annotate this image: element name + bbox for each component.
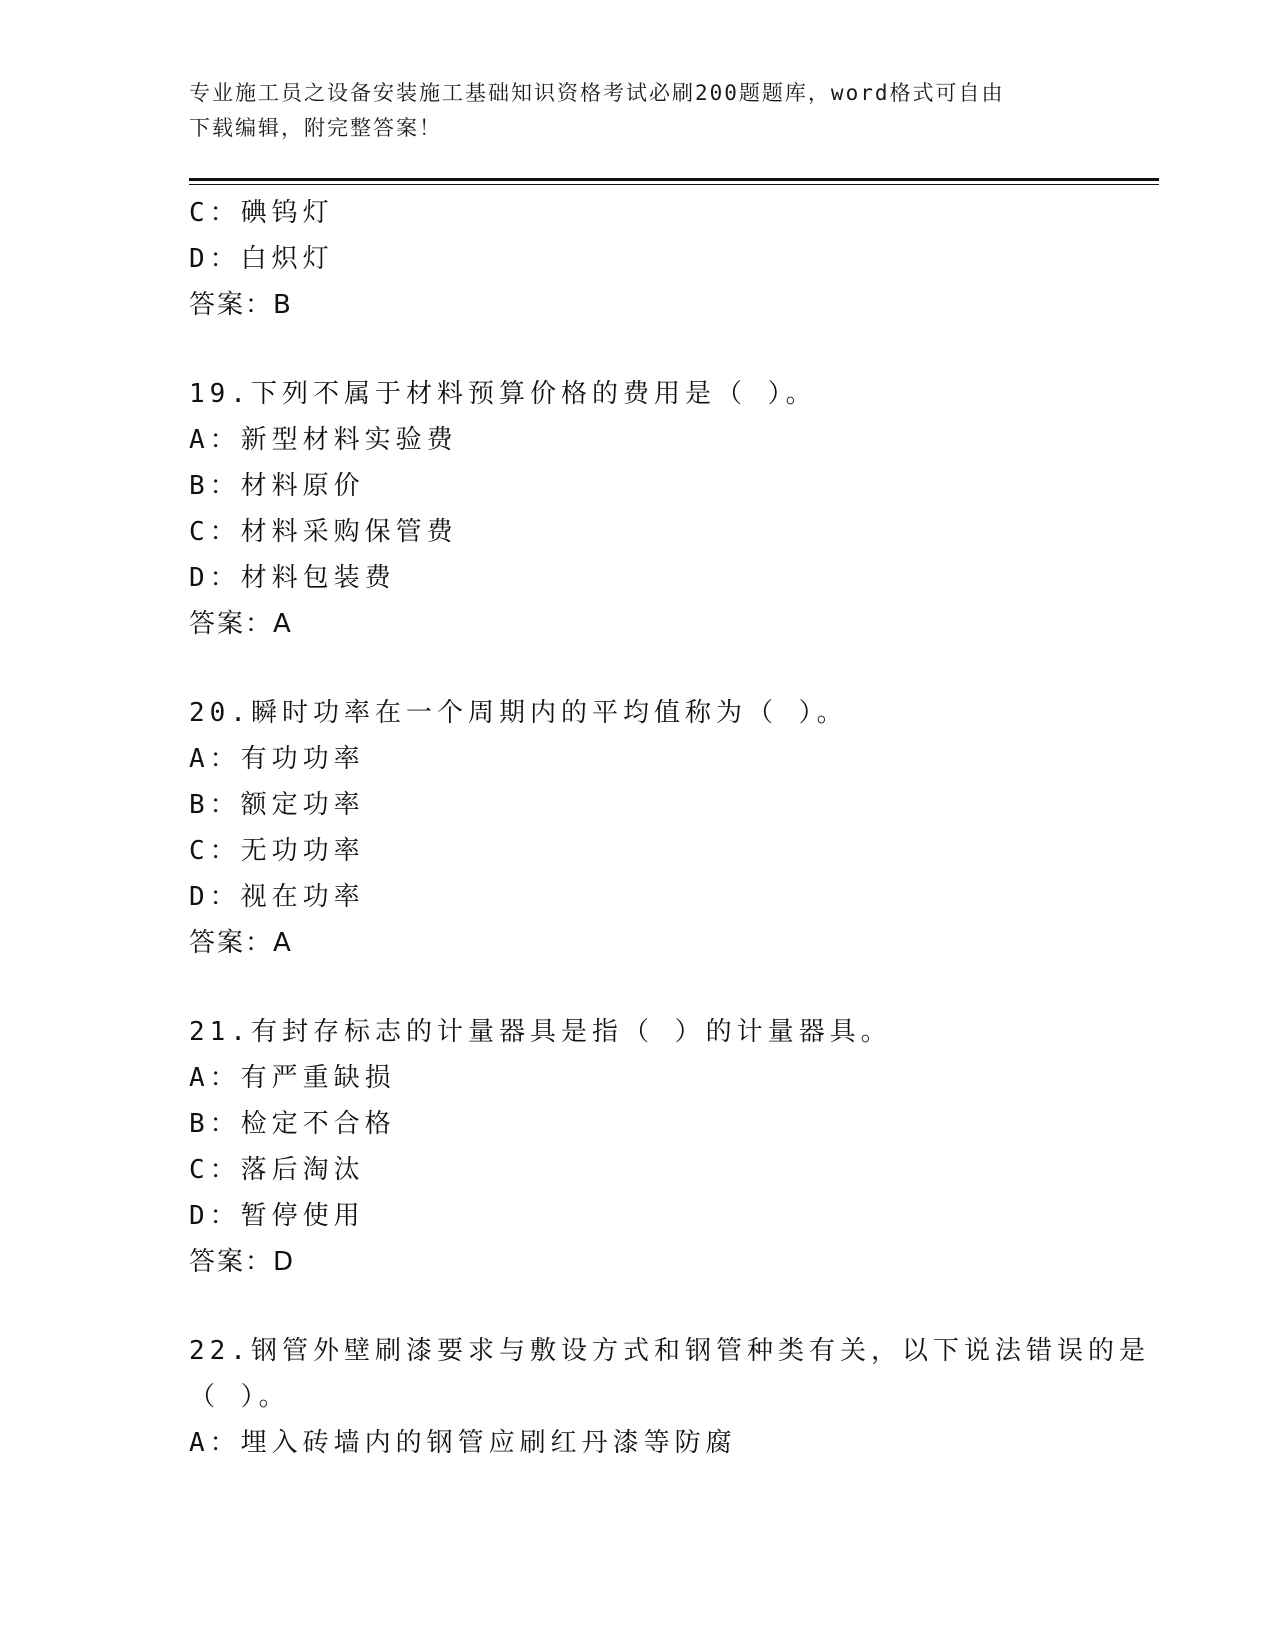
option-d: D：白炽灯 [189, 244, 334, 274]
header-title-line-2: 下载编辑，附完整答案！ [189, 116, 442, 140]
question-stem-line-2: （ ）。 [189, 1382, 290, 1412]
option-d: D：视在功率 [189, 882, 365, 912]
option-a: A：有功功率 [189, 744, 365, 774]
option-a: A：有严重缺损 [189, 1063, 396, 1093]
answer-line: 答案：B [189, 290, 293, 320]
option-b: B：额定功率 [189, 790, 365, 820]
question-19 [189, 371, 1149, 647]
option-b: B：检定不合格 [189, 1109, 396, 1139]
option-b: B：材料原价 [189, 471, 365, 501]
question-stem: 19.下列不属于材料预算价格的费用是（ ）。 [189, 379, 817, 409]
header-title-line-1: 专业施工员之设备安装施工基础知识资格考试必刷200题题库，word格式可自由 [189, 81, 1005, 105]
question-list [189, 190, 1149, 1466]
answer-line: 答案：A [189, 928, 293, 958]
question-22 [189, 1328, 1149, 1466]
question-20 [189, 690, 1149, 966]
question-stem: 21.有封存标志的计量器具是指（ ）的计量器具。 [189, 1017, 892, 1047]
option-c: C：落后淘汰 [189, 1155, 365, 1185]
option-c: C：材料采购保管费 [189, 517, 458, 547]
document-header [189, 76, 1089, 146]
header-divider-thick [189, 178, 1159, 181]
question-stem-line-1: 22.钢管外壁刷漆要求与敷设方式和钢管种类有关，以下说法错误的是 [189, 1336, 1150, 1366]
question-21 [189, 1009, 1149, 1285]
answer-line: 答案：D [189, 1247, 296, 1277]
option-d: D：材料包装费 [189, 563, 396, 593]
option-a: A：新型材料实验费 [189, 425, 458, 455]
header-divider-thin [189, 184, 1159, 185]
question-18-partial [189, 190, 1149, 328]
answer-line: 答案：A [189, 609, 293, 639]
question-stem: 20.瞬时功率在一个周期内的平均值称为（ ）。 [189, 698, 848, 728]
option-a: A：埋入砖墙内的钢管应刷红丹漆等防腐 [189, 1428, 737, 1458]
option-c: C：无功功率 [189, 836, 365, 866]
option-c: C：碘钨灯 [189, 198, 334, 228]
option-d: D：暂停使用 [189, 1201, 365, 1231]
